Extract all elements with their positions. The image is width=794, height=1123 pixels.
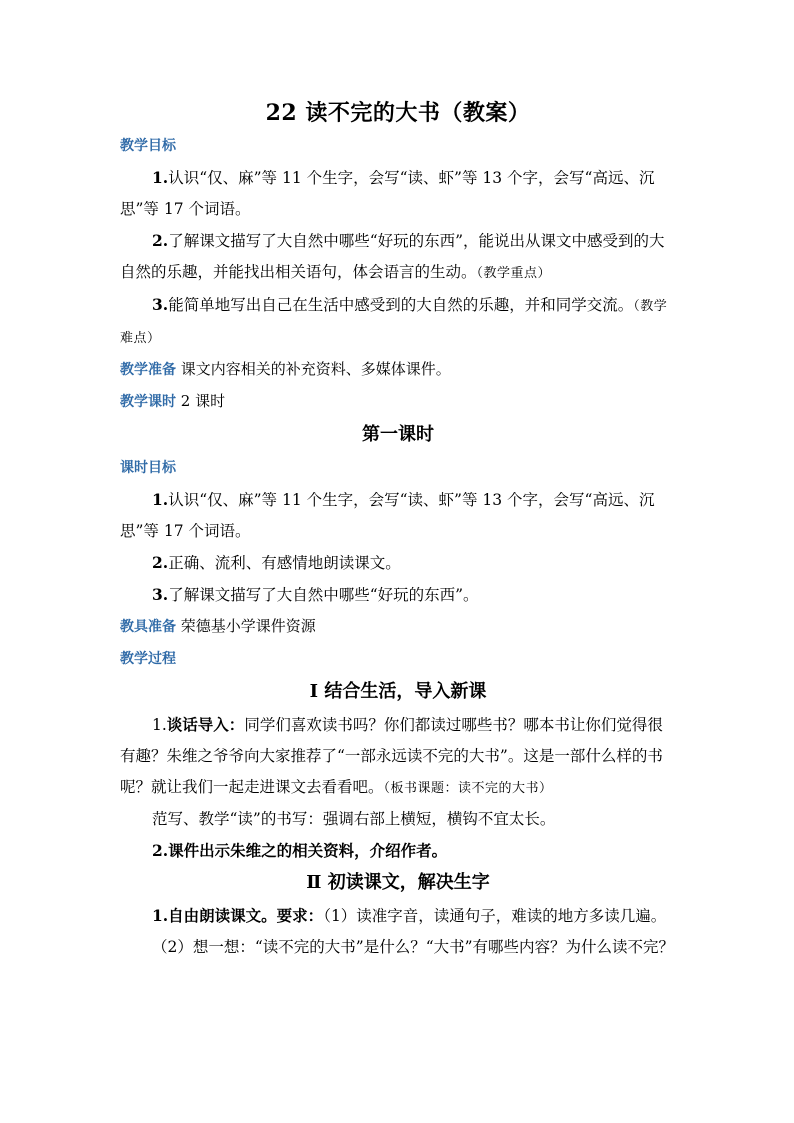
lesson-goals-label: 课时目标 <box>120 460 176 476</box>
hours-text: 2 课时 <box>180 392 226 410</box>
goal-number: 1. <box>152 168 169 187</box>
part1-title: Ⅰ 结合生活，导入新课 <box>309 681 487 702</box>
prep-line <box>120 354 676 386</box>
part1-writing: 范写、教学“读”的书写：强调右部上横短，横钩不宜太长。 <box>152 810 556 828</box>
part2-item-1-cont: （2）想一想：“读不完的大书”是什么？“大书”有哪些内容？为什么读不完？ <box>152 938 675 956</box>
tools-text: 荣德基小学课件资源 <box>180 617 316 635</box>
goal-note: （教学难点） <box>120 299 668 346</box>
part2-item1-text: （1）读准字音，读通句子，难读的地方多读几遍。 <box>323 907 667 925</box>
lesson-goal-number: 3. <box>152 585 169 604</box>
document-page <box>120 96 676 1036</box>
part2-item1-lead: 1.自由朗读课文。要求： <box>152 906 324 925</box>
goal-text: 能简单地写出自己在生活中感受到的大自然的乐趣，并和同学交流。 <box>168 296 634 314</box>
lesson-goal-text: 了解课文描写了大自然中哪些“好玩的东西”。 <box>168 586 479 604</box>
goal-text: 了解课文描写了大自然中哪些“好玩的东西”，能说出从课文中感受到的大自然的乐趣，并能找出相关语句，体会语言的生动。 <box>120 232 665 281</box>
lesson1-title: 第一课时 <box>362 424 434 445</box>
part1-item1-lead: 谈话导入： <box>166 715 245 734</box>
process-heading <box>120 643 676 675</box>
prep-label: 教学准备 <box>120 362 176 378</box>
lesson-goal-number: 1. <box>152 490 169 509</box>
lesson-goal-item-2 <box>120 547 676 579</box>
lesson-goal-item-3 <box>120 579 676 611</box>
lesson-goal-item-1 <box>120 484 676 547</box>
part1-item1-number: 1. <box>152 716 167 734</box>
part2-title: Ⅱ 初读课文，解决生字 <box>306 872 490 893</box>
part1-item-1 <box>120 709 676 804</box>
process-label: 教学过程 <box>120 651 176 667</box>
lesson-goal-text: 正确、流利、有感情地朗读课文。 <box>168 554 401 572</box>
lesson-goals-heading <box>120 452 676 484</box>
hours-label: 教学课时 <box>120 394 176 410</box>
goal-item-2 <box>120 225 676 289</box>
lesson-goal-number: 2. <box>152 553 169 572</box>
goal-number: 2. <box>152 231 169 250</box>
goal-item-3 <box>120 289 676 354</box>
goal-item-1 <box>120 162 676 225</box>
part1-item-2: 2.课件出示朱维之的相关资料，介绍作者。 <box>152 841 448 860</box>
goal-text: 认识“仅、麻”等 11 个生字，会写“读、虾”等 13 个字，会写“高远、沉思”等 17 个词语。 <box>120 169 655 218</box>
goal-number: 3. <box>152 295 169 314</box>
lesson-goal-text: 认识“仅、麻”等 11 个生字，会写“读、虾”等 13 个字，会写“高远、沉思”等 17 个词语。 <box>120 491 655 540</box>
prep-text: 课文内容相关的补充资料、多媒体课件。 <box>180 360 451 378</box>
part1-item1-note: （板书课题：读不完的大书） <box>383 781 553 796</box>
teaching-goals-heading <box>120 130 676 162</box>
goal-note: （教学重点） <box>476 266 552 281</box>
hours-line <box>120 386 676 418</box>
part2-item-1 <box>120 900 676 932</box>
tools-label: 教具准备 <box>120 619 176 635</box>
page-title: 22 读不完的大书（教案） <box>265 100 531 126</box>
part1-item1-text: 同学们喜欢读书吗？你们都读过哪些书？哪本书让你们觉得很有趣？朱维之爷爷向大家推荐了“一部永远读不完的大书”。这是一部什么样的书呢？就让我们一起走进课文去看看吧。 <box>120 716 663 796</box>
tools-line <box>120 611 676 643</box>
teaching-goals-label: 教学目标 <box>120 138 176 154</box>
